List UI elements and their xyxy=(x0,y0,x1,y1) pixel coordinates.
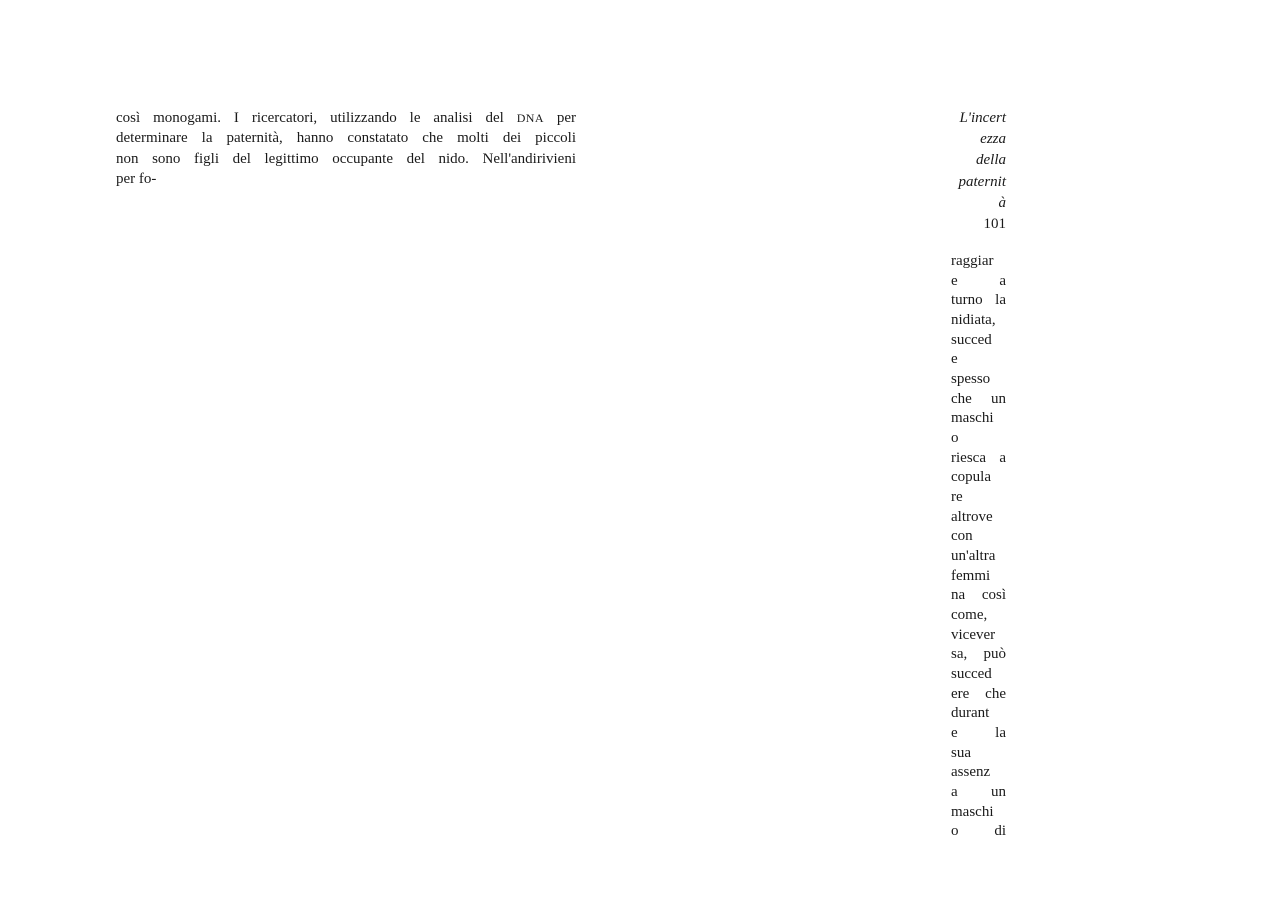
column-line: che un xyxy=(951,390,1006,407)
header-line: ezza xyxy=(980,131,1006,148)
column-line: re xyxy=(951,489,963,506)
header-line: à xyxy=(998,194,1006,211)
column-line: sa, può xyxy=(951,646,1006,663)
column-line: riesca a xyxy=(951,449,1006,466)
narrow-column xyxy=(951,252,1006,842)
header-line: della xyxy=(976,152,1006,169)
column-line: vicever xyxy=(951,626,996,643)
column-line: e la xyxy=(951,725,1006,742)
column-line: un'altra xyxy=(951,548,996,565)
paragraph-text: per xyxy=(543,110,576,126)
column-line: copula xyxy=(951,469,991,486)
column-line: e xyxy=(951,351,958,368)
column-line: come, xyxy=(951,607,988,624)
header-line: L'incert xyxy=(959,110,1006,126)
column-line: na così xyxy=(951,587,1006,604)
main-paragraph xyxy=(116,108,576,189)
running-header-title xyxy=(951,108,1006,214)
column-line: maschi xyxy=(951,410,994,427)
paragraph-line xyxy=(116,108,576,128)
paragraph-text: così monogami. I ricercatori, utilizzando le analisi del xyxy=(116,110,517,126)
paragraph-line: determinare la paternità, hanno constatato che molti dei piccoli xyxy=(116,130,576,147)
column-line: succed xyxy=(951,666,992,683)
column-line: spesso xyxy=(951,371,991,388)
column-line: e a xyxy=(951,272,1006,289)
dna-small-caps: DNA xyxy=(516,111,544,125)
column-line: assenz xyxy=(951,764,991,781)
column-line: altrove xyxy=(951,508,993,525)
column-line: femmi xyxy=(951,567,991,584)
paragraph-line: per fo- xyxy=(116,170,157,187)
column-line: maschi xyxy=(951,803,994,820)
page-number: 101 xyxy=(983,216,1006,233)
column-line: a un xyxy=(951,784,1006,801)
column-line: succed xyxy=(951,331,992,348)
column-line: turno la xyxy=(951,292,1006,309)
column-line: nidiata, xyxy=(951,312,996,329)
running-header xyxy=(951,108,1006,235)
column-line: sua xyxy=(951,744,971,761)
column-line: durant xyxy=(951,705,990,722)
column-line: con xyxy=(951,528,973,545)
paragraph-line: non sono figli del legittimo occupante del nido. Nell'andirivieni xyxy=(116,150,576,167)
column-line: o di xyxy=(951,823,1006,840)
column-line: o xyxy=(951,430,959,447)
column-line: raggiar xyxy=(951,253,994,269)
column-line: ere che xyxy=(951,685,1006,702)
header-line: paternit xyxy=(958,173,1006,190)
